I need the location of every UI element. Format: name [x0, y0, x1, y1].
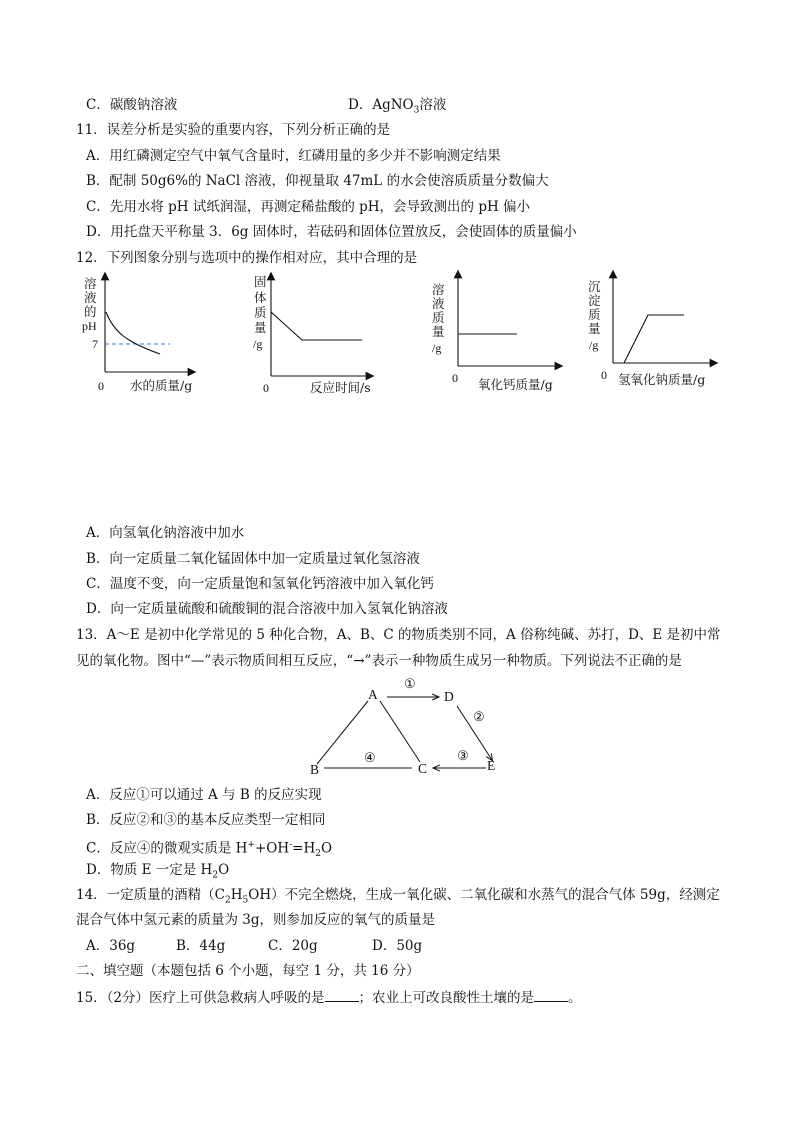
graph-b-ylabel-3: 质 [254, 305, 267, 320]
graph-b-plot [268, 270, 378, 380]
graph-d-ylabel-4: 量 [588, 321, 601, 336]
graph-a-curve [106, 312, 160, 354]
q13-option-d: D．物质 E 一定是 $H_2O$ [86, 862, 230, 881]
graph-d-origin: 0 [601, 368, 607, 382]
q14-option-d: D．50g [372, 938, 423, 954]
graph-d-ylabel-2: 淀 [588, 293, 601, 308]
graph-a-tick-7: 7 [92, 337, 98, 351]
q14-stem-line2: 混合气体中氢元素的质量为 3g，则参加反应的氧气的质量是 [76, 912, 436, 928]
graph-c-ylabel-4: 量 [432, 324, 445, 339]
graph-d-xlabel: 氢氧化钠质量/g [618, 372, 706, 387]
graph-d-plot [610, 268, 720, 368]
reaction-3-label: ③ [457, 749, 469, 764]
q13-option-b: B．反应②和③的基本反应类型一定相同 [86, 812, 326, 828]
q11-stem: 11．误差分析是实验的重要内容，下列分析正确的是 [76, 122, 391, 138]
q15-blank-2[interactable] [534, 988, 568, 1002]
q14-option-b: B．44g [176, 938, 226, 954]
line-a-b [317, 701, 368, 764]
graph-b-ylabel-5: /g [253, 337, 263, 351]
graph-d-ylabel-3: 质 [588, 307, 601, 322]
graph-c-ylabel-3: 质 [432, 310, 445, 325]
graph-a-ylabel-3: 的 [84, 304, 97, 319]
q14-stem-line1: 14．一定质量的酒精$(C_2H_5OH)$不完全燃烧，生成一氧化碳、二氧化碳和水蒸气的混合气体 59g，经测定 [76, 887, 720, 906]
graph-a-ylabel-4: pH [82, 319, 97, 333]
graph-a-ylabel-1: 溶 [84, 276, 97, 291]
node-a: A [368, 687, 378, 702]
q12-option-c: C．温度不变，向一定质量饱和氢氧化钙溶液中加入氧化钙 [86, 576, 434, 592]
graph-b-ylabel-2: 体 [254, 290, 267, 305]
q13-stem-line2: 见的氧化物。图中“—”表示物质间相互反应，“→”表示一种物质生成另一种物质。下列说法不正确的是 [76, 653, 682, 669]
q11-option-a: A．用红磷测定空气中氧气含量时，红磷用量的多少并不影响测定结果 [86, 148, 501, 164]
q13-stem-line1: 13．A～E 是初中化学常见的 5 种化合物，A、B、C 的物质类别不同，A 俗称纯碱、苏打，D、E 是初中常 [76, 627, 721, 643]
graph-b-origin: 0 [263, 381, 269, 395]
q12-option-d: D．向一定质量硫酸和硫酸铜的混合溶液中加入氢氧化钠溶液 [86, 601, 448, 617]
graph-c-plot [455, 268, 565, 372]
q13-option-a: A．反应①可以通过 A 与 B 的反应实现 [86, 787, 322, 803]
q11-option-d: D．用托盘天平称量 3．6g 固体时，若砝码和固体位置放反，会使固体的质量偏小 [86, 224, 577, 240]
q14-option-a: A．36g [86, 938, 136, 954]
graph-c-xlabel: 氧化钙质量/g [478, 377, 553, 392]
reaction-2-label: ② [473, 710, 485, 725]
node-d: D [444, 689, 454, 704]
q13-option-c: C．反应④的微观实质是 $H^++OH^-=H_2O$ [86, 840, 333, 860]
section-2-title: 二、填空题（本题包括 6 个小题，每空 1 分，共 16 分） [76, 963, 420, 979]
graph-a-plot [100, 270, 200, 380]
q11-option-c: C．先用水将 pH 试纸润湿，再测定稀盐酸的 pH，会导致测出的 pH 偏小 [86, 199, 531, 215]
q14-option-c: C．20g [268, 938, 318, 954]
graph-c-ylabel-1: 溶 [432, 282, 445, 297]
q10-option-c: C．碳酸钠溶液 [86, 97, 178, 113]
graph-a-ylabel-2: 液 [84, 290, 97, 305]
q11-option-b: B．配制 50g6%的 NaCl 溶液，仰视量取 47mL 的水会使溶质质量分数偏大 [86, 173, 549, 189]
node-e: E [487, 758, 496, 773]
q15-blank-1[interactable] [325, 988, 359, 1002]
reaction-4-label: ④ [364, 751, 376, 766]
node-b: B [310, 762, 320, 777]
q12-stem: 12．下列图象分别与选项中的操作相对应，其中合理的是 [76, 250, 418, 266]
graph-d-ylabel-5: /g [589, 338, 599, 352]
node-c: C [418, 761, 428, 776]
graph-b-ylabel-4: 量 [254, 320, 267, 335]
reaction-1-label: ① [404, 677, 416, 692]
graph-b-ylabel-1: 固 [254, 274, 267, 289]
graph-d-line [624, 315, 684, 363]
q12-option-a: A．向氢氧化钠溶液中加水 [86, 525, 245, 541]
graph-b-line [271, 312, 362, 340]
graph-a-origin: 0 [98, 379, 104, 393]
q15-stem: 15．（2分）医疗上可供急救病人呼吸的是 ；农业上可改良酸性土壤的是 。 [76, 990, 582, 1006]
q12-option-b: B．向一定质量二氧化锰固体中加一定质量过氧化氢溶液 [86, 551, 420, 567]
line-a-c [380, 701, 420, 762]
graph-c-ylabel-5: /g [432, 341, 442, 355]
graph-a-xlabel: 水的质量/g [130, 378, 193, 393]
graph-d-ylabel-1: 沉 [588, 279, 601, 294]
q10-option-d: D．AgNO$_3$溶液 [348, 97, 447, 116]
graph-b-xlabel: 反应时间/s [310, 380, 371, 395]
graph-c-origin: 0 [452, 371, 458, 385]
graph-c-ylabel-2: 液 [432, 296, 445, 311]
